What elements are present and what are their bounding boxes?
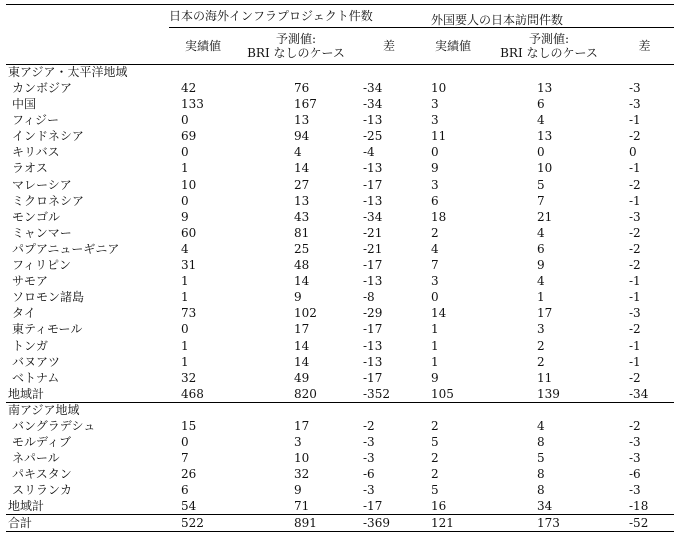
cell-p2: 0 (537, 145, 545, 160)
cell-a2: 2 (431, 467, 439, 482)
cell-p2: 4 (537, 274, 545, 289)
cell-d2: -3 (629, 306, 641, 321)
cell-a2: 1 (431, 322, 439, 337)
cell-p1: 43 (294, 209, 310, 224)
cell-a2: 11 (431, 129, 447, 144)
cell-d1: -17 (363, 322, 383, 337)
cell-a1: 60 (181, 225, 197, 240)
cell-a1: 1 (181, 161, 189, 176)
predicted-line2: BRI なしのケース (247, 46, 345, 60)
row-label: 合計 (6, 515, 169, 532)
subtotal-row (6, 386, 674, 403)
cell-a1: 0 (181, 322, 189, 337)
row-label: パキスタン (12, 467, 72, 482)
region-title: 南アジア地域 (6, 402, 674, 418)
row-label: モンゴル (12, 209, 61, 224)
cell-a2: 16 (431, 499, 447, 514)
cell-a1: 0 (181, 113, 189, 128)
cell-p2: 3 (537, 322, 545, 337)
cell-a1: 133 (181, 97, 204, 112)
cell-p2: 13 (537, 129, 553, 144)
cell-d1: -369 (355, 515, 423, 532)
predicted-line1: 予測値: (528, 32, 570, 46)
cell-a2: 2 (431, 450, 439, 465)
cell-p1: 48 (294, 258, 310, 273)
col-actual-2: 実績値 (423, 28, 483, 65)
cell-d2: -2 (629, 370, 641, 385)
cell-d2: -3 (629, 209, 641, 224)
row-label: トンガ (12, 338, 49, 353)
cell-d1: -2 (363, 418, 375, 433)
cell-a2: 10 (431, 81, 447, 95)
cell-p1: 17 (294, 322, 310, 337)
cell-a2: 1 (431, 354, 439, 369)
cell-p1: 820 (294, 386, 317, 401)
table-row (6, 209, 674, 225)
row-label: ネパール (12, 450, 60, 465)
predicted-line2: BRI なしのケース (500, 46, 598, 60)
cell-d1: -21 (363, 241, 383, 256)
cell-d1: -3 (363, 434, 375, 449)
col-actual-1: 実績値 (169, 28, 237, 65)
row-label: バヌアツ (12, 354, 61, 369)
cell-a2: 3 (431, 97, 439, 112)
data-table-wrapper (6, 4, 674, 532)
cell-d1: -3 (363, 483, 375, 498)
cell-a1: 1 (181, 290, 189, 305)
table-row (6, 193, 674, 209)
cell-d1: -13 (363, 338, 383, 353)
col-predicted-1 (237, 28, 355, 65)
cell-p2: 5 (537, 450, 545, 465)
cell-d2: -3 (629, 450, 641, 465)
cell-p2: 13 (537, 81, 553, 95)
cell-d2: -34 (629, 386, 649, 401)
cell-a1: 0 (181, 434, 189, 449)
cell-d1: -3 (363, 450, 375, 465)
cell-a1: 1 (181, 274, 189, 289)
cell-a1: 15 (181, 418, 197, 433)
corner-cell (6, 5, 169, 28)
row-label: カンボジア (12, 81, 73, 95)
cell-d2: -2 (629, 258, 641, 273)
cell-d1: -4 (363, 145, 375, 160)
row-label: サモア (12, 274, 49, 289)
cell-a2: 2 (431, 418, 439, 433)
cell-d1: -17 (363, 258, 383, 273)
cell-a2: 14 (431, 306, 447, 321)
table-row (6, 160, 674, 176)
cell-p2: 2 (537, 338, 545, 353)
region-title: 東アジア・太平洋地域 (8, 65, 128, 79)
cell-p1: 9 (294, 483, 302, 498)
cell-d2: -2 (629, 177, 641, 192)
cell-p2: 139 (537, 386, 560, 401)
cell-d2: -2 (629, 225, 641, 240)
cell-p1: 14 (294, 274, 310, 289)
row-label: ラオス (12, 161, 48, 176)
cell-p1: 10 (294, 450, 310, 465)
cell-d1: -13 (363, 193, 383, 208)
cell-d1: -17 (363, 370, 383, 385)
cell-p1: 32 (294, 467, 310, 482)
col-diff-1: 差 (355, 28, 423, 65)
cell-a1: 1 (181, 354, 189, 369)
cell-d2: -1 (629, 161, 641, 176)
cell-p1: 71 (294, 499, 310, 514)
cell-d1: -6 (363, 467, 375, 482)
group-header-row (6, 5, 674, 28)
corner-cell-2 (6, 28, 169, 65)
row-label: フィリピン (12, 258, 72, 273)
cell-a1: 10 (181, 177, 197, 192)
cell-p1: 102 (294, 306, 317, 321)
row-label: キリバス (12, 145, 60, 160)
cell-p2: 2 (537, 354, 545, 369)
cell-d1: -352 (363, 386, 390, 401)
row-label: タイ (12, 306, 36, 321)
cell-d2: -18 (629, 499, 649, 514)
table-row (6, 289, 674, 305)
cell-p1: 17 (294, 418, 310, 433)
cell-p2: 17 (537, 306, 553, 321)
table-row (6, 80, 674, 96)
cell-p2: 11 (537, 370, 553, 385)
table-row (6, 96, 674, 112)
cell-p1: 9 (294, 290, 302, 305)
cell-d2: -1 (629, 290, 641, 305)
cell-d2: -52 (615, 515, 674, 532)
row-label: フィジー (12, 113, 60, 128)
cell-p1: 94 (294, 129, 310, 144)
cell-p2: 9 (537, 258, 545, 273)
table-row (6, 241, 674, 257)
group2-header: 外国要人の日本訪問件数 (423, 5, 674, 28)
cell-p2: 8 (537, 483, 545, 498)
cell-d2: -2 (629, 322, 641, 337)
cell-d1: -34 (363, 81, 383, 95)
row-label: マレーシア (12, 177, 72, 192)
cell-p2: 4 (537, 113, 545, 128)
cell-a1: 54 (181, 499, 197, 514)
cell-a1: 0 (181, 193, 189, 208)
row-label: 東ティモール (12, 322, 83, 337)
cell-a2: 5 (431, 434, 439, 449)
table-row (6, 354, 674, 370)
group1-header: 日本の海外インフラプロジェクト件数 (169, 5, 423, 28)
table-row (6, 128, 674, 144)
cell-d2: -1 (629, 193, 641, 208)
cell-d1: -8 (363, 290, 375, 305)
subtotal-row (6, 498, 674, 515)
cell-a1: 6 (181, 483, 189, 498)
cell-a2: 2 (431, 225, 439, 240)
cell-d1: -34 (363, 209, 383, 224)
cell-p2: 6 (537, 97, 545, 112)
col-predicted-2 (483, 28, 615, 65)
cell-p2: 8 (537, 434, 545, 449)
cell-p1: 13 (294, 113, 310, 128)
table-row (6, 434, 674, 450)
row-label: 地域計 (8, 499, 45, 514)
cell-a2: 3 (431, 274, 439, 289)
cell-a2: 6 (431, 193, 439, 208)
cell-d1: -21 (363, 225, 383, 240)
cell-a1: 522 (169, 515, 237, 532)
cell-p2: 4 (537, 225, 545, 240)
cell-d1: -34 (363, 97, 383, 112)
cell-d2: -3 (629, 434, 641, 449)
cell-d1: -25 (363, 129, 383, 144)
cell-a2: 0 (431, 290, 439, 305)
row-label: パプアニューギニア (12, 241, 120, 256)
cell-a2: 1 (431, 338, 439, 353)
cell-d1: -13 (363, 274, 383, 289)
table-row (6, 482, 674, 498)
cell-p2: 10 (537, 161, 553, 176)
table-row (6, 177, 674, 193)
cell-p2: 4 (537, 418, 545, 433)
row-label: ベトナム (12, 370, 60, 385)
cell-p1: 13 (294, 193, 310, 208)
cell-p2: 6 (537, 241, 545, 256)
cell-a2: 105 (431, 386, 454, 401)
cell-a2: 121 (423, 515, 483, 532)
col-diff-2: 差 (615, 28, 674, 65)
cell-p1: 3 (294, 434, 302, 449)
region-header-row (6, 65, 674, 81)
cell-d2: -1 (629, 274, 641, 289)
cell-a1: 73 (181, 306, 197, 321)
cell-p1: 27 (294, 177, 310, 192)
cell-d1: -13 (363, 354, 383, 369)
cell-d1: -13 (363, 113, 383, 128)
table-row (6, 450, 674, 466)
cell-a1: 32 (181, 370, 197, 385)
cell-d2: -2 (629, 241, 641, 256)
cell-a2: 9 (431, 161, 439, 176)
cell-d2: -3 (629, 81, 641, 95)
cell-a2: 9 (431, 370, 439, 385)
cell-a1: 9 (181, 209, 189, 224)
cell-p1: 14 (294, 354, 310, 369)
cell-a2: 5 (431, 483, 439, 498)
predicted-line1: 予測値: (275, 32, 317, 46)
cell-a2: 4 (431, 241, 439, 256)
cell-p2: 21 (537, 209, 553, 224)
cell-p1: 14 (294, 161, 310, 176)
cell-d1: -17 (363, 499, 383, 514)
table-row (6, 370, 674, 386)
table-row (6, 321, 674, 337)
table-row (6, 112, 674, 128)
cell-a1: 42 (181, 81, 197, 95)
cell-d2: -3 (629, 483, 641, 498)
cell-d2: -2 (629, 129, 641, 144)
cell-d2: -1 (629, 113, 641, 128)
cell-p2: 1 (537, 290, 545, 305)
cell-p2: 173 (483, 515, 615, 532)
cell-p1: 14 (294, 338, 310, 353)
row-label: ミャンマー (12, 225, 72, 240)
cell-p1: 76 (294, 81, 310, 95)
cell-a2: 0 (431, 145, 439, 160)
cell-p2: 7 (537, 193, 545, 208)
cell-d2: 0 (629, 145, 637, 160)
table-row (6, 466, 674, 482)
cell-p2: 5 (537, 177, 545, 192)
cell-p2: 34 (537, 499, 553, 514)
table-row (6, 144, 674, 160)
cell-a1: 0 (181, 145, 189, 160)
row-label: バングラデシュ (12, 418, 96, 433)
row-label: ミクロネシア (12, 193, 85, 208)
row-label: モルディブ (12, 434, 72, 449)
cell-a2: 3 (431, 177, 439, 192)
table-row (6, 273, 674, 289)
table-row (6, 418, 674, 434)
cell-p1: 49 (294, 370, 310, 385)
cell-a1: 69 (181, 129, 197, 144)
cell-d2: -6 (629, 467, 641, 482)
cell-d2: -2 (629, 418, 641, 433)
cell-p1: 25 (294, 241, 310, 256)
cell-p1: 81 (294, 225, 310, 240)
cell-a1: 26 (181, 467, 197, 482)
cell-a1: 7 (181, 450, 189, 465)
total-row (6, 515, 674, 532)
data-table (6, 4, 674, 532)
row-label: インドネシア (12, 129, 84, 144)
cell-p1: 167 (294, 97, 317, 112)
cell-d2: -1 (629, 354, 641, 369)
cell-d2: -1 (629, 338, 641, 353)
table-row (6, 257, 674, 273)
column-header-row (6, 28, 674, 65)
cell-a2: 7 (431, 258, 439, 273)
row-label: 地域計 (8, 386, 45, 401)
table-row (6, 225, 674, 241)
cell-d1: -13 (363, 161, 383, 176)
table-row (6, 338, 674, 354)
table-row (6, 305, 674, 321)
cell-a1: 468 (181, 386, 204, 401)
cell-a1: 31 (181, 258, 197, 273)
cell-d1: -29 (363, 306, 383, 321)
cell-a2: 18 (431, 209, 447, 224)
row-label: 中国 (12, 97, 37, 112)
cell-p1: 4 (294, 145, 302, 160)
cell-p2: 8 (537, 467, 545, 482)
table-body (6, 65, 674, 532)
region-header-row (6, 402, 674, 418)
cell-a2: 3 (431, 113, 439, 128)
row-label: ソロモン諸島 (12, 290, 85, 305)
cell-a1: 4 (181, 241, 189, 256)
cell-p1: 891 (237, 515, 355, 532)
cell-d2: -3 (629, 97, 641, 112)
cell-a1: 1 (181, 338, 189, 353)
row-label: スリランカ (12, 483, 73, 498)
cell-d1: -17 (363, 177, 383, 192)
